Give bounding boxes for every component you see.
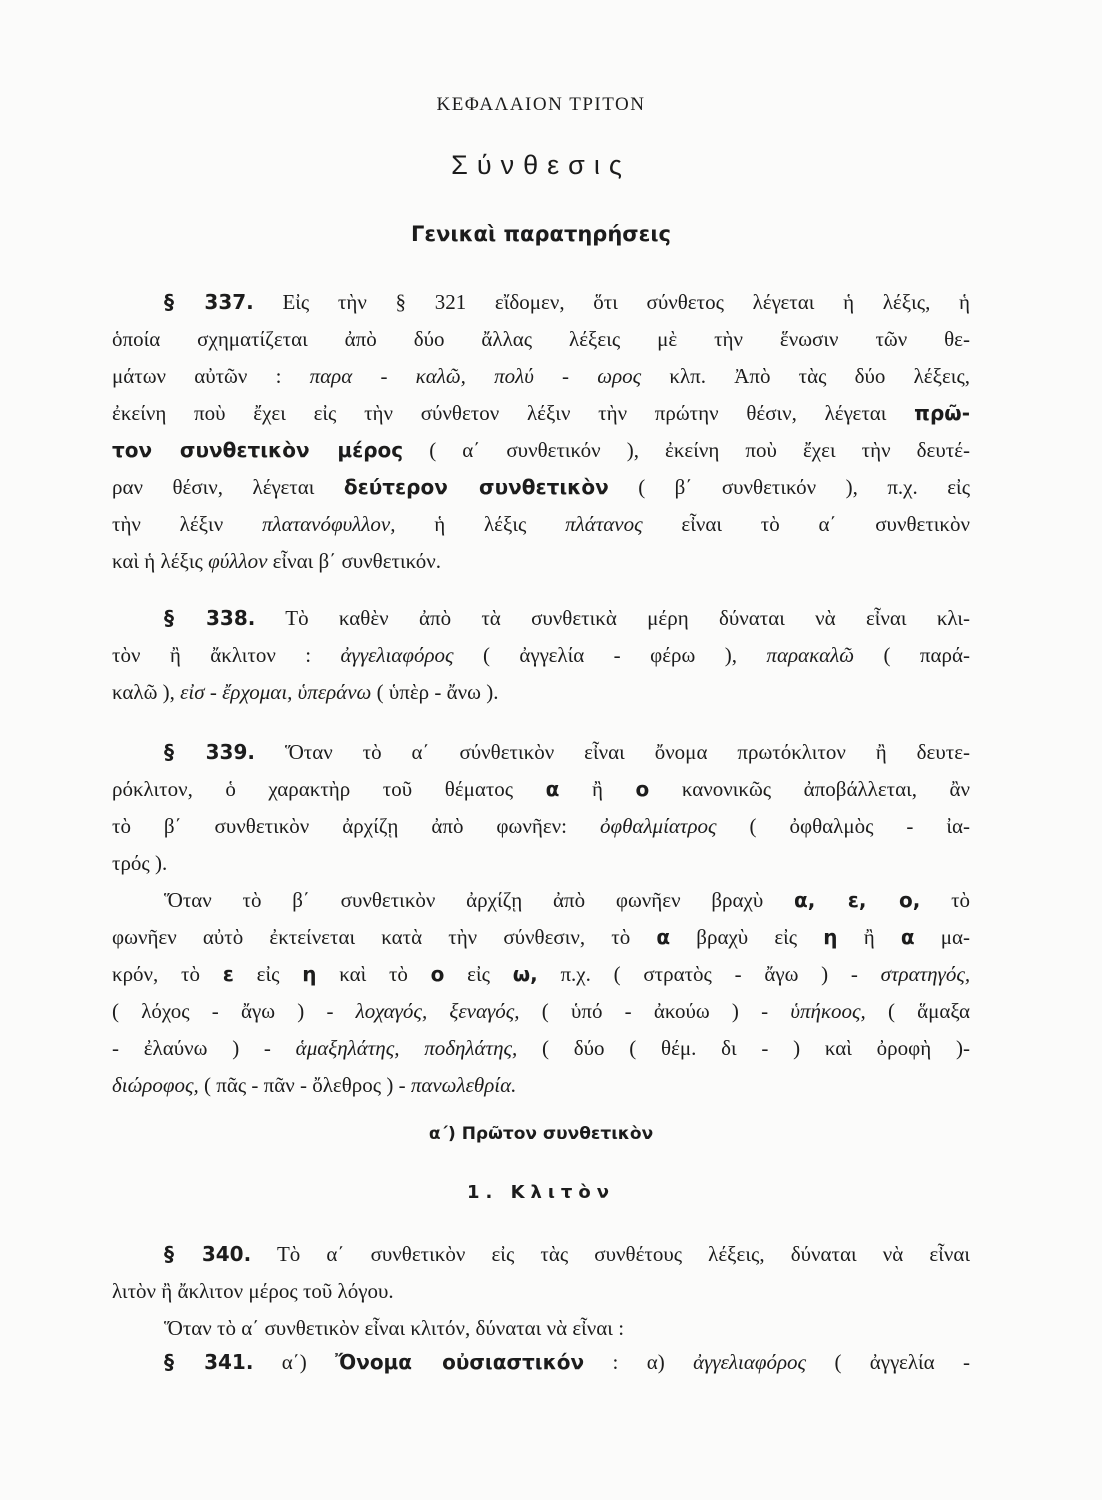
chapter-title: Σύνθεσις bbox=[451, 150, 631, 180]
subsection-heading: α΄) Πρῶτον συνθετικὸν bbox=[428, 1124, 654, 1144]
chapter-heading: ΚΕΦΑΛΑΙΟΝ ΤΡΙΤΟΝ bbox=[436, 94, 646, 115]
book-page bbox=[112, 0, 970, 1500]
paragraph-341: § 341. α΄) Ὄνομα οὐσιαστικόν : α) ἀγγελιαφόρος ( ἀγγελία - bbox=[164, 1350, 971, 1374]
bold-term: πρῶ- bbox=[914, 401, 970, 425]
paragraph-338: § 338. Τὸ καθὲν ἀπὸ τὰ συνθετικὰ μέρη δύναται νὰ εἶναι κλι- τὸν ἢ ἄκλιτον : ἀγγελιαφόρος ( ἀγγελία - φέρω ), παρακαλῶ ( παρά- καλῶ ), εἰσ - ἔρχομαι, ὑπεράνω ( ὑπὲρ - ἄνω ). bbox=[112, 606, 971, 704]
section-number: § 337. bbox=[164, 290, 254, 314]
paragraph-339: § 339. Ὅταν τὸ α΄ σύνθετικὸν εἶναι ὄνομα πρωτόκλιτον ἢ δευτε- ρόκλιτον, ὁ χαρακτὴρ τοῦ θέματος α ἢ ο κανονικῶς ἀποβάλλεται, ἂν τὸ β΄ συνθετικὸν ἀρχίζῃ ἀπὸ φωνῆεν: ὀφθαλμίατρος ( ὀφθαλμὸς - ἰα- τρός ). Ὅταν τὸ β΄ συνθετικὸν ἀρχίζῃ ἀπὸ φωνῆεν βραχὺ α, ε, ο, τὸ φωνῆεν αὐτὸ ἐκτείνεται κατὰ τὴν σύνθεσιν, τὸ α βραχὺ εἰς η ἢ α μα- κρόν, τὸ ε εἰς η καὶ τὸ ο εἰς ω, π.χ. ( στρατὸς - ἄγω ) - στρατηγός, ( λόχος - ἄγω ) - λοχαγός, ξεναγός, ( ὑπό - ἀκούω ) - ὑπήκοος, ( ἅμαξα - ἐλαύνω ) - ἁμαξηλάτης, ποδηλάτης, ( δύο ( θέμ. δι - ) καὶ ὀροφὴ )- διώροφος, ( πᾶς - πᾶν - ὄλεθρος ) - πανωλεθρία. bbox=[112, 740, 971, 1097]
section-heading: Γενικαὶ παρατηρήσεις bbox=[411, 222, 671, 246]
paragraph-337: § 337. Εἰς τὴν § 321 εἴδομεν, ὅτι σύνθετος λέγεται ἡ λέξις, ἡ ὁποία σχηματίζεται ἀπὸ δύο ἄλλας λέξεις μὲ τὴν ἕνωσιν τῶν θε- μάτων αὐτῶν : παρα - καλῶ, πολύ - ωρος κλπ. Ἀπὸ τὰς δύο λέξεις, ἐκείνη ποὺ ἔχει εἰς τὴν σύνθετον λέξιν τὴν πρώτην θέσιν, λέγεται πρῶ- τον συνθετικὸν μέρος ( α΄ συνθετικόν ), ἐκείνη ποὺ ἔχει τὴν δευτέ- ραν θέσιν, λέγεται δεύτερον συνθετικὸν ( β΄ συνθετικόν ), π.χ. εἰς τὴν λέξιν πλατανόφυλλον, ἡ λέξις πλάτανος εἶναι τὸ α΄ συνθετικὸν καὶ ἡ λέξις φύλλον εἶναι β΄ συνθετικόν. bbox=[112, 290, 971, 573]
section-number: § 339. bbox=[164, 740, 255, 764]
bold-term: τον συνθετικὸν μέρος bbox=[112, 438, 404, 462]
bold-term: Ὄνομα οὐσιαστικόν bbox=[335, 1350, 585, 1374]
bold-term: δεύτερον συνθετικὸν bbox=[343, 475, 609, 499]
section-number: § 338. bbox=[164, 606, 256, 630]
paragraph-340: § 340. Τὸ α΄ συνθετικὸν εἰς τὰς συνθέτους λέξεις, δύναται νὰ εἶναι λιτὸν ἢ ἄκλιτον μέρος τοῦ λόγου. Ὅταν τὸ α΄ συνθετικὸν εἶναι κλιτόν, δύναται νὰ εἶναι : bbox=[112, 1242, 970, 1340]
section-number: § 340. bbox=[164, 1242, 252, 1266]
subsubsection-heading: 1. Κλιτὸν bbox=[466, 1182, 616, 1203]
section-number: § 341. bbox=[164, 1350, 254, 1374]
